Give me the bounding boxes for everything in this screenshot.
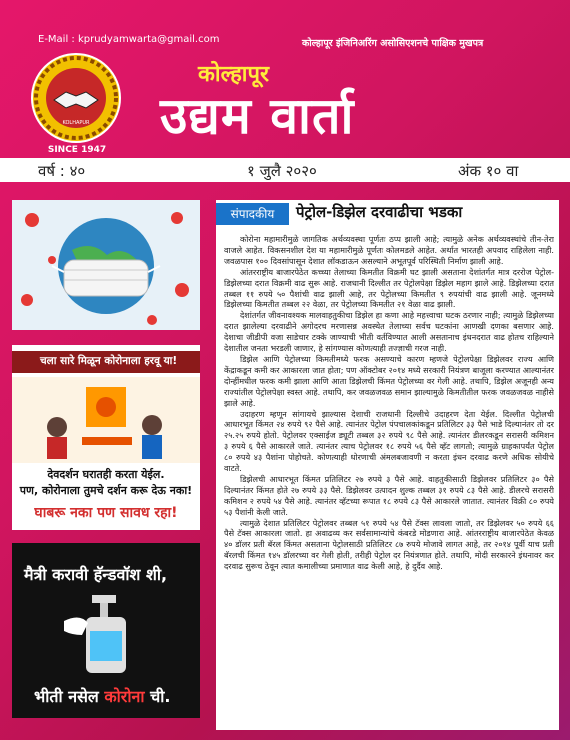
editorial-body	[224, 234, 554, 726]
editorial-paragraph: आंतरराष्ट्रीय बाजारपेठेत कच्च्या तेलाच्या किमतीत विक्रमी घट झाली असताना देशांतर्गत मात्र दररोज पेट्रोल-डिझेलच्या दरात विक्रमी वाढ सुरू आहे. राजधानी दिल्लीत तर पेट्रोलपेक्षा डिझेल महाग झाले आहे. डिझेलच्या दरात तब्बल ११ रुपये ५० पैशांची वाढ झाली आहे, तर पेट्रोलच्या किमतीत ९ रुपयांची वाढ झाली आहे. जूनमध्ये डिझेलच्या किमतीत तब्बल २२ वेळा, तर पेट्रोलच्या किमतीत २१ वेळा वाढ झाली.	[224, 266, 554, 310]
tagline: कोल्हापूर इंजिनिअरिंग असोसिएशनचे पाक्षिक मुखपत्र	[302, 38, 484, 49]
editorial-paragraph: डिझेलची आधारभूत किंमत प्रतिलिटर २७ रुपये ३ पैसे आहे. वाहतुकीसाठी डिझेलवर प्रतिलिटर ३० पैसे दिल्यानंतर किंमत होते २७ रुपये ३३ पैसे. डिझेलवर उत्पादन शुल्क तब्बल ३१ रुपये ८३ पैसे आहे. डीलरचे सरासरी कमिशन २ रुपये ५४ पैसे आहे. त्यानंतर व्हॅटच्या रूपात १८ रुपये ८३ पैसे आकारले जातात. त्यानंतर विक्री ८० रुपये ५३ पैशांनी केली जाते.	[224, 473, 554, 517]
editorial-paragraph: उदाहरण म्हणून सांगायचे झाल्यास देशाची राजधानी दिल्लीचे उदाहरण देता येईल. दिल्लीत पेट्रोलची आधारभूत किंमत २४ रुपये ९२ पैसे आहे. त्यानंतर पेट्रोल पंपचालकांकडून प्रतिलिटर ३३ पैसे भाडे दिल्यानंतर तो दर २५.२५ रुपये होतो. पेट्रोलवर एक्साईज ड्यूटी तब्बल ३२ रुपये ९८ पैसे आहे. त्यानंतर डीलरकडून सरासरी कमिशन ३ रुपये ६ पैसे आकारले जाते. त्यानंतर त्याच पेट्रोलवर १८ रुपये ५६ पैसे व्हॅट लागतो; त्यामुळे ग्राहकापर्यंत पेट्रोल ८० रुपये ४३ पैशांना पोहोचते. कोणत्याही धोरणाची अंमलबजावणी न करता इंधन दरवाढ करणे अधिक सोयीचे वाटते.	[224, 408, 554, 474]
handwash-corona: कोरोना	[104, 687, 145, 706]
awareness-line-2: पण, कोरोनाला तुमचे दर्शन करू देऊ नका!	[19, 484, 193, 497]
year-label: वर्ष : ४०	[38, 162, 86, 180]
editorial-paragraph: देशांतर्गत जीवनावश्यक मालवाहतुकीचा डिझेल हा कणा आहे महत्त्वाचा घटक ठरणार नाही; त्यामुळे डिझेलच्या दरात झालेल्या दरवाढीने अगोदरच मरणासन्न अवस्थेत तेलाच्या सर्वच घटकांना आणखी दणका बसणार आहे. देशाचा जीडीपी वजा साडेचार टक्के जाण्याची भीती वर्तविण्यात आली असतानाच इंधनदरात वाढ होतच राहिल्याने देशातील जनता भरडली जाणार, हे सांगण्यास कोणत्याही तज्ज्ञाची गरज नाही.	[224, 310, 554, 354]
editorial-headline: पेट्रोल-डिझेल दरवाढीचा भडका	[296, 203, 463, 221]
awareness-line-1: देवदर्शन घरातही करता येईल.	[47, 468, 165, 481]
handwash-fear: भीती नसेल	[34, 687, 99, 706]
handwash-card	[12, 543, 200, 718]
issue-number: अंक १० वा	[458, 162, 519, 180]
handwash-line-1: मैत्री करावी हॅन्डवॉश शी,	[24, 565, 168, 584]
issue-date: १ जुलै २०२०	[247, 162, 317, 180]
handwash-line-2	[34, 685, 170, 707]
corona-awareness-card	[12, 345, 200, 530]
editorial-paragraph: त्यामुळे देशात प्रतिलिटर पेट्रोलवर तब्बल ५१ रुपये ५४ पैसे टॅक्स लावला जातो, तर डिझेलवर ५० रुपये ६६ पैसे टॅक्स आकारला जातो. हा अवाढव्य कर सर्वसामान्यांचे कंबरडे मोडणारा आहे. आंतरराष्ट्रीय बाजारपेठेत केवळ ४० डॉलर प्रती बॅरल किंमत असताना पेट्रोलसाठी प्रतिलिटर ८७ रुपये मोजावे लागत आहे, तर २०१४ पूर्वी याच प्रती बॅरलची किंमत १४५ डॉलरच्या वर गेली होती, तरीही पेट्रोल दर नियंत्रणात होते. तथापि, मोदी सरकारने इंधनावर कर दरवाढ सुरूच ठेवून त्यात कमालीच्या प्रमाणात वाढ केली आहे, हे दुर्दैव आहे.	[224, 517, 554, 572]
editorial-paragraph: कोरोना महामारीमुळे जागतिक अर्थव्यवस्था पूर्णतः ठप्प झाली आहे; त्यामुळे अनेक अर्थव्यवस्थांचे तीन-तेरा वाजले आहेत. विकसनशील देश या महामारीमुळे पूर्णतः कोलमडले आहेत. अर्थात भारतही अपवाद राहिलेला नाही. जवळपास १०० दिवसांपासून देशात लॉकडाऊन असल्याने अभूतपूर्व परिस्थिती निर्माण झाली आहे.	[224, 234, 554, 266]
association-logo	[30, 52, 122, 144]
since-year: SINCE 1947	[47, 145, 107, 155]
svg-text:KOLHAPUR: KOLHAPUR	[62, 120, 90, 126]
city-name: कोल्हापूर	[198, 62, 269, 87]
sanitizer-bottle-icon	[62, 591, 152, 681]
email-address[interactable]: E-Mail : kprudyamwarta@gmail.com	[38, 34, 220, 45]
awareness-line-3: घाबरू नका पण सावध रहा!	[34, 505, 178, 521]
corona-globe-illustration	[12, 200, 200, 330]
editorial-paragraph: डिझेल आणि पेट्रोलच्या किमतीमध्ये फरक असण्याचे कारण म्हणजे पेट्रोलपेक्षा डिझेलवर राज्य आणि केंद्राकडून कमी कर आकारला जात होता; पण ऑक्टोबर २०१४ मध्ये सरकारी नियंत्रण बाजूला करण्यात आल्यानंतर दोन्हींमधील फरक कमी झाला आणि आता डिझेलची किंमत पेट्रोलच्या वर गेली आहे. तथापि, डिझेल अजूनही अन्य राज्यांतील पेट्रोलपेक्षा स्वस्त आहे. तथापि, कर जवळजवळ समान झाल्यामुळे किमतीतील फरक जवळजवळ नाहीसे झाले आहे.	[224, 353, 554, 408]
awareness-banner-text: चला सारे मिळून कोरोनाला हरवू या!	[40, 355, 178, 367]
family-prayer-image	[12, 377, 200, 463]
issue-bar	[0, 158, 570, 182]
editorial-label: संपादकीय	[216, 203, 289, 225]
masthead-title: उद्यम वार्ता	[160, 87, 355, 145]
handwash-chi: ची.	[150, 687, 171, 706]
globe-mask-image	[12, 200, 200, 330]
